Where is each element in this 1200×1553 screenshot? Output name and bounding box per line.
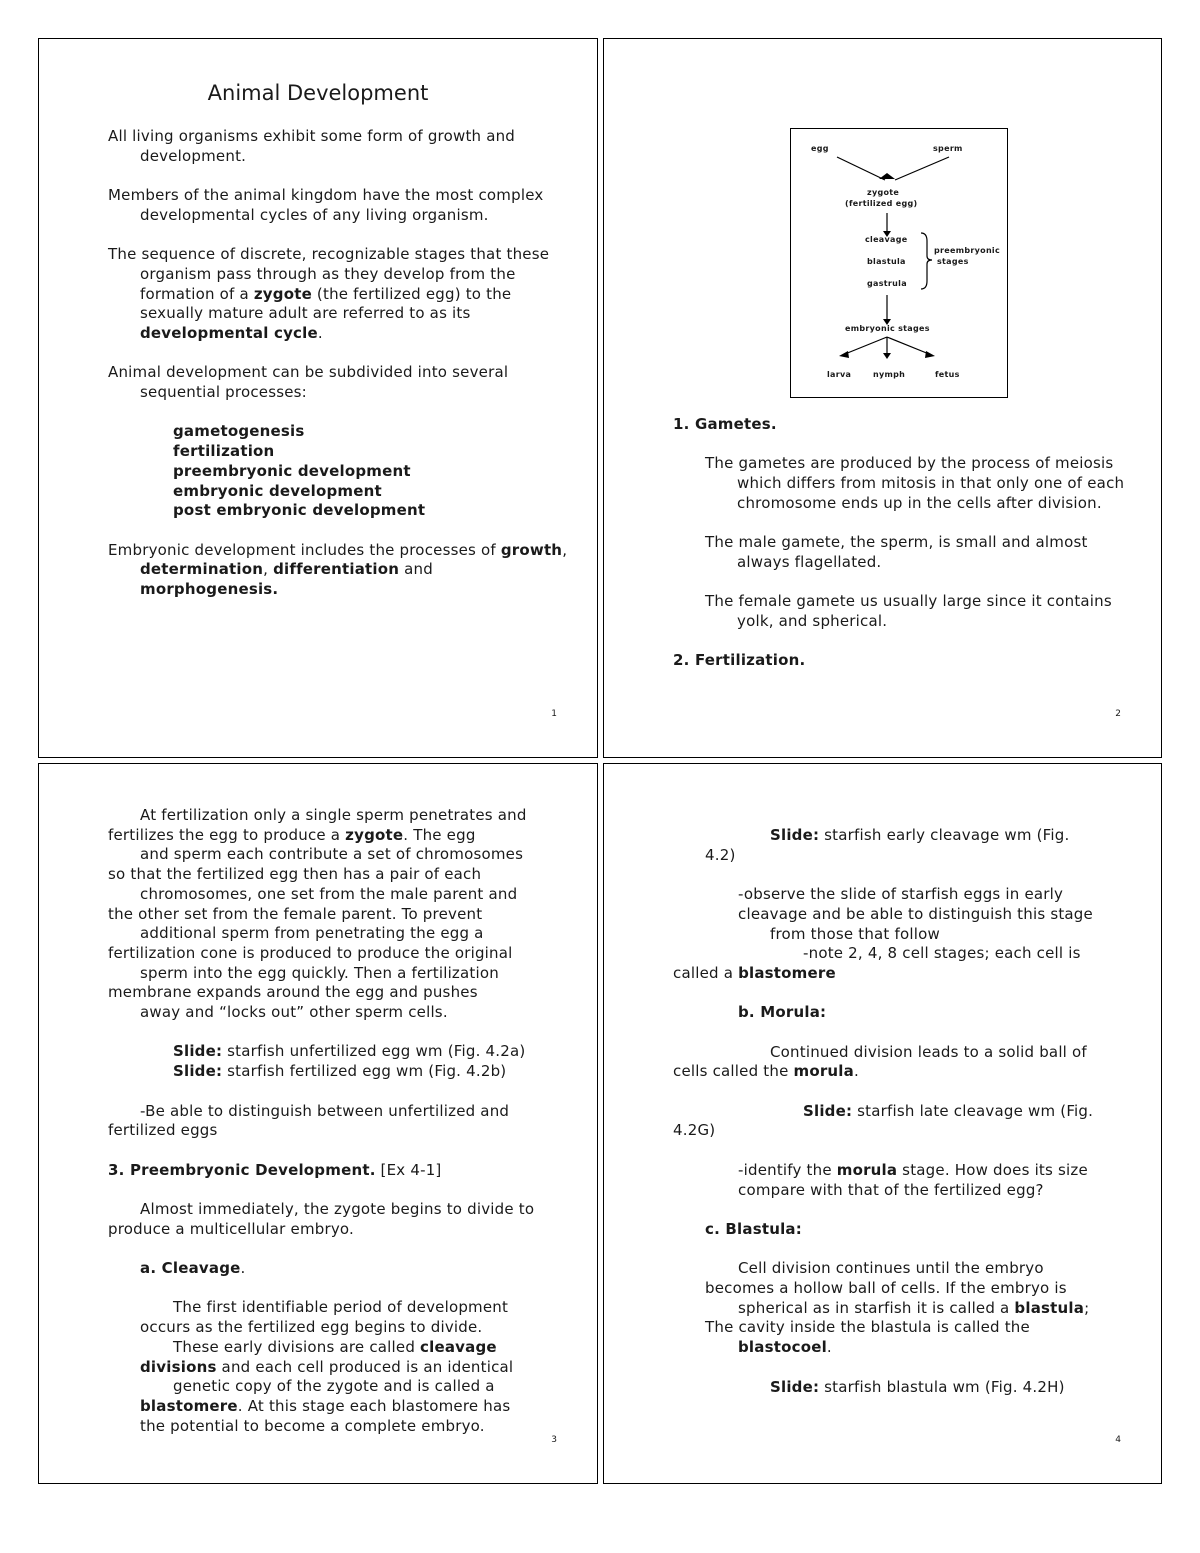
developmental-cycle-diagram <box>790 128 1008 398</box>
section-heading-gametes: 1. Gametes. <box>673 415 777 433</box>
text-line: fertilized eggs <box>108 1121 218 1140</box>
list-item: embryonic development <box>173 481 382 500</box>
diagram-label-fetus: fetus <box>935 370 960 379</box>
text-line: additional sperm from penetrating the egg a <box>140 924 484 943</box>
text-run: Embryonic development includes the processes of <box>108 540 501 559</box>
text-run: . <box>240 1259 246 1278</box>
text-line: The first identifiable period of development <box>173 1298 509 1317</box>
text-run: , <box>263 560 274 579</box>
text-line <box>673 964 1133 984</box>
text-line: compare with that of the fertilized egg? <box>738 1180 1044 1199</box>
text-run: . <box>853 1062 859 1081</box>
term-zygote: zygote <box>253 284 312 303</box>
term-determination: determination <box>140 560 264 579</box>
diagram-label-cleavage: cleavage <box>865 235 908 244</box>
subsection-heading-morula: b. Morula: <box>738 1003 827 1022</box>
text-run: starfish early cleavage wm (Fig. <box>819 826 1070 844</box>
text-run: -identify the <box>738 1160 837 1179</box>
text-line: the potential to become a complete embryo. <box>140 1416 485 1435</box>
text-line <box>673 1161 1133 1181</box>
text-run: starfish fertilized egg wm (Fig. 4.2b) <box>222 1062 507 1081</box>
text-line: genetic copy of the zygote and is called a <box>173 1377 495 1396</box>
text-run: starfish late cleavage wm (Fig. <box>852 1101 1094 1120</box>
page4-body <box>673 826 1133 1397</box>
paragraph: The gametes are produced by the process of meiosis which differs from mitosis in that only one of each chromosome ends up in the cells after division. <box>705 454 1125 512</box>
paragraph: The female gamete us usually large since it contains yolk, and spherical. <box>705 592 1112 630</box>
term-developmental-cycle: developmental cycle <box>140 324 318 342</box>
page1-body <box>108 127 568 600</box>
paragraph <box>108 541 568 600</box>
text-run: starfish unfertilized egg wm (Fig. 4.2a) <box>222 1042 526 1061</box>
paragraph <box>108 245 568 344</box>
page-number: 3 <box>551 1435 557 1445</box>
term-differentiation: differentiation <box>273 560 400 579</box>
diagram-label-blastula: blastula <box>867 257 906 266</box>
text-line: Cell division continues until the embryo <box>738 1259 1044 1278</box>
text-line: Continued division leads to a solid ball of <box>770 1042 1087 1061</box>
text-line: -note 2, 4, 8 cell stages; each cell is <box>803 944 1081 963</box>
text-line: produce a multicellular embryo. <box>108 1219 355 1238</box>
diagram-label-sperm: sperm <box>933 144 963 153</box>
term-blastomere: blastomere <box>738 963 836 982</box>
text-line: occurs as the fertilized egg begins to divide. <box>140 1318 483 1337</box>
text-line: so that the fertilized egg then has a pair of each <box>108 865 482 884</box>
term-morula: morula <box>836 1160 898 1179</box>
term-morula: morula <box>793 1062 854 1081</box>
diagram-label-fertilized-egg: (fertilized egg) <box>845 199 918 208</box>
text-run: spherical as in starfish it is called a <box>738 1298 1015 1317</box>
diagram-label-gastrula: gastrula <box>867 279 907 288</box>
diagram-label-larva: larva <box>827 370 852 379</box>
text-run: These early divisions are called <box>173 1337 421 1356</box>
paragraph: Members of the animal kingdom have the most complex developmental cycles of any living organism. <box>108 186 544 224</box>
page-title: Animal Development <box>207 81 429 105</box>
diagram-label-egg: egg <box>811 144 829 153</box>
list-item: post embryonic development <box>173 501 426 520</box>
text-run: starfish blastula wm (Fig. 4.2H) <box>819 1377 1065 1396</box>
text-run: , <box>562 540 568 559</box>
slide-reference <box>673 1378 1133 1398</box>
slide-label: Slide: <box>173 1042 223 1061</box>
text-line <box>673 1299 1133 1319</box>
diagram-label-embryonic-stages: embryonic stages <box>845 324 930 333</box>
diagram-label-preembryonic: preembryonic <box>934 246 1001 255</box>
exercise-ref: [Ex 4-1] <box>375 1160 442 1179</box>
text-line: from those that follow <box>770 924 940 943</box>
slide-reference <box>108 1042 570 1062</box>
slide-reference <box>673 1102 1133 1122</box>
text-run: The sequence of discrete, recognizable stages that these organism pass through as they develop from the formation of a <box>108 245 550 303</box>
text-run: (the fertilized egg) to the sexually mature adult are referred to as its <box>140 284 512 323</box>
text-line: Almost immediately, the zygote begins to divide to <box>140 1200 535 1218</box>
slide-page-2 <box>603 38 1162 758</box>
text-run: . <box>317 324 323 342</box>
text-run: . <box>826 1338 832 1357</box>
heading-text: 3. Preembryonic Development. <box>108 1160 376 1179</box>
term-blastomere: blastomere <box>140 1397 238 1415</box>
term-morphogenesis: morphogenesis. <box>140 580 279 599</box>
slide-label: Slide: <box>173 1062 223 1081</box>
page-number: 4 <box>1115 1435 1121 1445</box>
text-run: cells called the <box>673 1062 794 1081</box>
term-blastocoel: blastocoel <box>738 1338 827 1357</box>
gametes-content <box>673 454 1125 631</box>
text-line: away and “locks out” other sperm cells. <box>140 1003 448 1022</box>
slide-reference <box>673 826 1133 846</box>
term-zygote: zygote <box>345 825 404 844</box>
text-run: stage. How does its size <box>897 1160 1088 1179</box>
slide-label: Slide: <box>770 1377 820 1396</box>
text-line: becomes a hollow ball of cells. If the embryo is <box>705 1279 1067 1298</box>
paragraph: The male gamete, the sperm, is small and almost always flagellated. <box>705 533 1088 571</box>
text-line: -Be able to distinguish between unfertilized and <box>140 1101 510 1120</box>
text-line: The cavity inside the blastula is called the <box>705 1318 1030 1337</box>
diagram-label-nymph: nymph <box>873 370 906 379</box>
text-line: membrane expands around the egg and pushes <box>108 983 478 1002</box>
text-run: and <box>399 560 433 579</box>
section-heading-fertilization: 2. Fertilization. <box>673 651 806 670</box>
text-line: the other set from the female parent. To prevent <box>108 904 483 923</box>
text-line: and sperm each contribute a set of chromosomes <box>140 845 524 864</box>
page-number: 2 <box>1115 709 1121 719</box>
term-blastula: blastula <box>1014 1298 1085 1317</box>
text-line: -observe the slide of starfish eggs in early <box>738 885 1064 904</box>
term-divisions: divisions <box>140 1357 217 1376</box>
diagram-label-zygote: zygote <box>867 188 900 197</box>
text-line: 4.2G) <box>673 1121 716 1140</box>
text-line <box>108 1397 570 1417</box>
text-line: cleavage and be able to distinguish this stage <box>738 904 1093 923</box>
term-cleavage: cleavage <box>420 1337 497 1356</box>
text-line: sperm into the egg quickly. Then a fertilization <box>140 963 499 982</box>
text-line <box>108 1338 570 1358</box>
page2-body <box>673 415 1125 671</box>
text-run: and each cell produced is an identical <box>216 1357 514 1376</box>
text-line <box>108 826 570 846</box>
text-line <box>673 1338 1133 1358</box>
section-heading-preembryonic <box>108 1161 570 1181</box>
slide-label: Slide: <box>803 1101 853 1120</box>
text-run: fertilizes the egg to produce a <box>108 825 346 844</box>
process-list <box>108 422 568 521</box>
slide-reference <box>108 1062 570 1082</box>
text-run: . The egg <box>403 825 476 844</box>
subsection-heading-blastula: c. Blastula: <box>705 1219 802 1238</box>
text-line: fertilization cone is produced to produce the original <box>108 943 513 962</box>
text-run: ; <box>1084 1298 1090 1317</box>
slide-label: Slide: <box>770 826 820 844</box>
slide-page-3 <box>38 763 598 1484</box>
paragraph: All living organisms exhibit some form of growth and development. <box>108 127 516 165</box>
text-run: called a <box>673 963 739 982</box>
text-line: 4.2) <box>705 845 736 864</box>
paragraph: Animal development can be subdivided into several sequential processes: <box>108 363 509 402</box>
list-item: fertilization <box>173 442 275 461</box>
slide-page-4 <box>603 763 1162 1484</box>
heading-text: a. Cleavage <box>140 1259 241 1278</box>
slide-page-1 <box>38 38 598 758</box>
page3-body <box>108 806 570 1436</box>
diagram-label-stages: stages <box>937 257 969 266</box>
term-growth: growth <box>500 540 563 559</box>
page-number: 1 <box>551 709 557 719</box>
subsection-heading-cleavage <box>108 1259 570 1279</box>
text-line: At fertilization only a single sperm penetrates and <box>140 806 527 824</box>
text-run: . At this stage each blastomere has <box>237 1397 511 1415</box>
text-line: chromosomes, one set from the male parent and <box>140 884 518 903</box>
list-item: gametogenesis <box>173 422 305 441</box>
text-line <box>108 1358 570 1378</box>
list-item: preembryonic development <box>173 461 411 480</box>
text-line <box>673 1062 1133 1082</box>
